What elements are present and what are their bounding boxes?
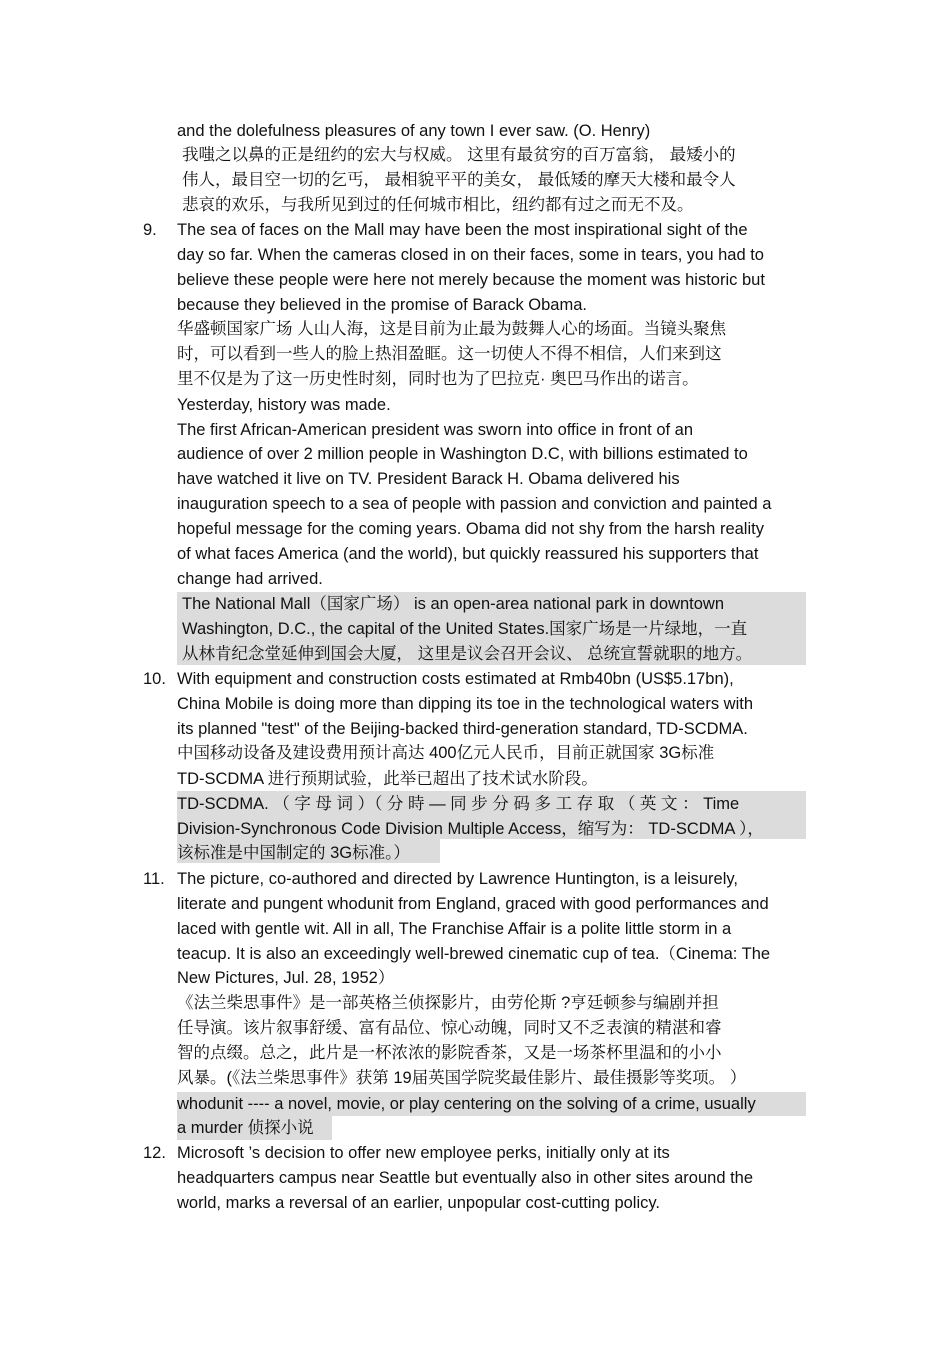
text-line: The picture, co-authored and directed by Lawrence Huntington, is a leisurely, <box>177 870 739 888</box>
item-number: 11. <box>143 870 165 888</box>
text-line: The first African-American president was sworn into office in front of an <box>177 421 694 439</box>
text-line: China Mobile is doing more than dipping its toe in the technological waters with <box>177 695 753 713</box>
text-line: Yesterday, history was made. <box>177 396 391 414</box>
text-line: Washington, D.C., the capital of the United States.国家广场是一片绿地，一直 <box>182 620 748 638</box>
text-line: inauguration speech to a sea of people with passion and conviction and painted a <box>177 495 772 513</box>
text-line: With equipment and construction costs estimated at Rmb40bn (US$5.17bn), <box>177 670 734 688</box>
text-line: because they believed in the promise of Barack Obama. <box>177 296 587 314</box>
text-line: believe these people were here not merely because the moment was historic but <box>177 271 765 289</box>
item-number: 10. <box>143 670 166 688</box>
text-line: The sea of faces on the Mall may have been the most inspirational sight of the <box>177 221 748 239</box>
text-line: 中国移动设备及建设费用预计高达 400亿元人民币，目前正就国家 3G标准 <box>177 744 715 762</box>
text-line: 伟人，最目空一切的乞丐， 最相貌平平的美女， 最低矮的摩天大楼和最令人 <box>182 171 736 189</box>
text-line: laced with gentle wit. All in all, The Franchise Affair is a polite little storm in a <box>177 920 732 938</box>
text-line: and the dolefulness pleasures of any town I ever saw. (O. Henry) <box>177 122 651 140</box>
item-number: 12. <box>143 1144 166 1162</box>
text-line: 时，可以看到一些人的脸上热泪盈眶。这一切使人不得不相信，人们来到这 <box>177 345 722 363</box>
text-line: Division-Synchronous Code Division Multiple Access，缩写为： TD-SCDMA ）， <box>177 820 764 838</box>
text-line: 该标准是中国制定的 3G标准。） <box>177 844 410 862</box>
text-line: TD-SCDMA. （ 字 母 词 ）（ 分 時 — 同 步 分 码 多 工 存 取 （ 英 文 ： Time <box>177 795 740 813</box>
text-line: change had arrived. <box>177 570 323 588</box>
text-line: literate and pungent whodunit from England, graced with good performances and <box>177 895 769 913</box>
text-line: 从林肯纪念堂延伸到国会大厦， 这里是议会召开会议、 总统宣誓就职的地方。 <box>182 645 753 663</box>
text-line: world, marks a reversal of an earlier, unpopular cost-cutting policy. <box>177 1194 660 1212</box>
item-number: 9. <box>143 221 157 239</box>
text-line: New Pictures, Jul. 28, 1952） <box>177 969 395 987</box>
text-line: audience of over 2 million people in Washington D.C, with billions estimated to <box>177 445 748 463</box>
text-line: 我嗤之以鼻的正是纽约的宏大与权威。 这里有最贫穷的百万富翁， 最矮小的 <box>182 146 736 164</box>
text-line: 悲哀的欢乐，与我所见到过的任何城市相比，纽约都有过之而无不及。 <box>182 196 694 214</box>
text-line: have watched it live on TV. President Barack H. Obama delivered his <box>177 470 680 488</box>
text-line: teacup. It is also an exceedingly well-brewed cinematic cup of tea.（Cinema: The <box>177 945 771 963</box>
text-line: 里不仅是为了这一历史性时刻，同时也为了巴拉克· 奥巴马作出的诺言。 <box>177 370 699 388</box>
text-line: its planned "test" of the Beijing-backed third-generation standard, TD-SCDMA. <box>177 720 748 738</box>
text-line: whodunit ---- a novel, movie, or play centering on the solving of a crime, usually <box>177 1095 756 1113</box>
text-line: 风暴。(《法兰柴思事件》获第 19届英国学院奖最佳影片、最佳摄影等奖项。 ） <box>177 1069 747 1087</box>
text-line: of what faces America (and the world), but quickly reassured his supporters that <box>177 545 759 563</box>
text-line: 华盛顿国家广场 人山人海，这是目前为止最为鼓舞人心的场面。当镜头聚焦 <box>177 320 727 338</box>
text-line: 智的点缀。总之，此片是一杯浓浓的影院香茶，又是一场茶杯里温和的小小 <box>177 1044 722 1062</box>
text-line: The National Mall（国家广场） is an open-area national park in downtown <box>182 595 725 613</box>
text-line: a murder 侦探小说 <box>177 1119 314 1137</box>
text-line: TD-SCDMA 进行预期试验，此举已超出了技术试水阶段。 <box>177 770 598 788</box>
text-line: 《法兰柴思事件》是一部英格兰侦探影片，由劳伦斯 ?亨廷顿参与编剧并担 <box>177 994 719 1012</box>
text-line: Microsoft ’s decision to offer new employee perks, initially only at its <box>177 1144 670 1162</box>
text-line: hopeful message for the coming years. Obama did not shy from the harsh reality <box>177 520 764 538</box>
text-line: day so far. When the cameras closed in on their faces, some in tears, you had to <box>177 246 764 264</box>
text-line: 任导演。该片叙事舒缓、富有品位、惊心动魄，同时又不乏表演的精湛和睿 <box>177 1019 722 1037</box>
text-line: headquarters campus near Seattle but eventually also in other sites around the <box>177 1169 754 1187</box>
